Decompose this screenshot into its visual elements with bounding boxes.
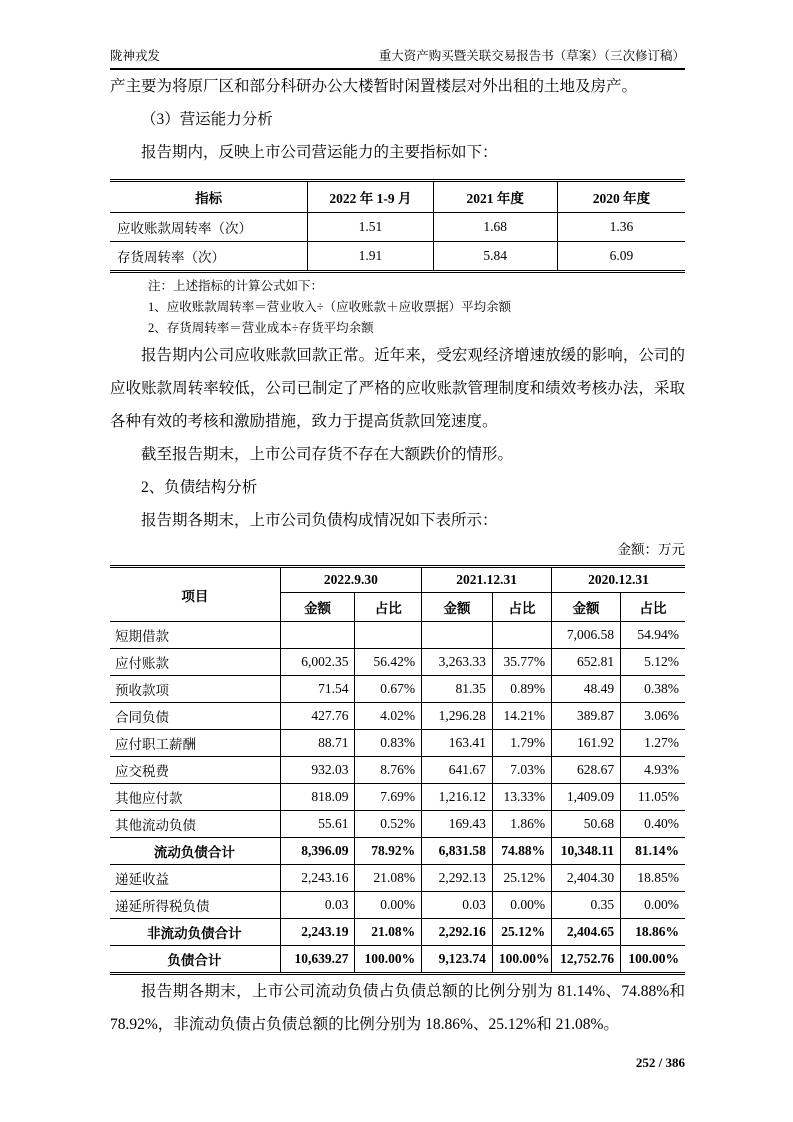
- operating-indicators-table: [110, 179, 685, 273]
- liability-value-cell: 163.41: [422, 730, 493, 757]
- liability-item-cell: 合同负债: [110, 703, 280, 730]
- liability-item-cell: 预收款项: [110, 676, 280, 703]
- liability-value-cell: 2,243.16: [280, 865, 355, 892]
- liability-row: [110, 865, 685, 892]
- liability-row: [110, 784, 685, 811]
- liability-row: [110, 649, 685, 676]
- indicator-value-cell: 1.91: [308, 242, 433, 272]
- liability-row: [110, 730, 685, 757]
- liability-value-cell: 0.03: [422, 892, 493, 919]
- liability-value-cell: 7.03%: [492, 757, 551, 784]
- liability-total-row: [110, 919, 685, 946]
- liability-value-cell: 641.67: [422, 757, 493, 784]
- liability-value-cell: 1,409.09: [552, 784, 621, 811]
- liability-value-cell: 10,348.11: [552, 838, 621, 865]
- liability-row: [110, 703, 685, 730]
- liability-value-cell: 169.43: [422, 811, 493, 838]
- paragraph-indicators-intro: 报告期内，反映上市公司营运能力的主要指标如下：: [141, 144, 498, 161]
- liability-value-cell: 8.76%: [355, 757, 422, 784]
- liability-row: [110, 811, 685, 838]
- liability-item-cell: 流动负债合计: [110, 838, 280, 865]
- col-header-item: 项目: [110, 567, 280, 622]
- liability-row: [110, 676, 685, 703]
- liability-value-cell: 7,006.58: [552, 622, 621, 649]
- liability-value-cell: 389.87: [552, 703, 621, 730]
- liability-value-cell: 2,292.13: [422, 865, 493, 892]
- liability-value-cell: 818.09: [280, 784, 355, 811]
- indicator-row: [110, 213, 685, 242]
- liability-value-cell: 652.81: [552, 649, 621, 676]
- liability-value-cell: [492, 622, 551, 649]
- liability-value-cell: 81.35: [422, 676, 493, 703]
- liability-item-cell: 应付职工薪酬: [110, 730, 280, 757]
- liability-value-cell: 6,002.35: [280, 649, 355, 676]
- liability-value-cell: 0.00%: [621, 892, 685, 919]
- liability-value-cell: 5.12%: [621, 649, 685, 676]
- indicator-value-cell: 1.68: [433, 213, 557, 242]
- liability-value-cell: 4.02%: [355, 703, 422, 730]
- header-document-title: 重大资产购买暨关联交易报告书（草案）（三次修订稿）: [378, 49, 685, 63]
- liability-item-cell: 其他流动负债: [110, 811, 280, 838]
- liability-value-cell: 0.00%: [492, 892, 551, 919]
- liability-item-cell: 递延收益: [110, 865, 280, 892]
- liability-value-cell: 35.77%: [492, 649, 551, 676]
- liability-value-cell: 54.94%: [621, 622, 685, 649]
- liability-value-cell: 78.92%: [355, 838, 422, 865]
- col-header-ratio: 占比: [621, 593, 685, 622]
- liability-value-cell: 0.03: [280, 892, 355, 919]
- note-line: 注：上述指标的计算公式如下：: [148, 279, 324, 293]
- paragraph-closing-ratios: 报告期各期末，上市公司流动负债占负债总额的比例分别为 81.14%、74.88%和 78.92%，非流动负债占负债总额的比例分别为 18.86%、25.12%和 21.08%。: [110, 983, 685, 1033]
- liability-value-cell: 50.68: [552, 811, 621, 838]
- liability-value-cell: 81.14%: [621, 838, 685, 865]
- page-header: [110, 46, 685, 70]
- liability-value-cell: 1.86%: [492, 811, 551, 838]
- liability-item-cell: 短期借款: [110, 622, 280, 649]
- liability-value-cell: 9,123.74: [422, 946, 493, 974]
- liability-item-cell: 应交税费: [110, 757, 280, 784]
- liability-value-cell: 10,639.27: [280, 946, 355, 974]
- liability-value-cell: 13.33%: [492, 784, 551, 811]
- liability-value-cell: 100.00%: [492, 946, 551, 974]
- liability-value-cell: 1,296.28: [422, 703, 493, 730]
- col-header-amount: 金额: [422, 593, 493, 622]
- liability-value-cell: 48.49: [552, 676, 621, 703]
- paragraph-continuation: 产主要为将原厂区和部分科研办公大楼暂时闲置楼层对外出租的土地及房产。: [110, 78, 638, 95]
- liability-composition-table: [110, 565, 685, 975]
- liability-value-cell: 7.69%: [355, 784, 422, 811]
- indicator-value-cell: 1.36: [557, 213, 685, 242]
- indicator-name-cell: 应收账款周转率（次）: [110, 213, 308, 242]
- liability-value-cell: 628.67: [552, 757, 621, 784]
- liability-value-cell: 3.06%: [621, 703, 685, 730]
- liability-value-cell: 427.76: [280, 703, 355, 730]
- liability-row: [110, 622, 685, 649]
- liability-value-cell: 2,243.19: [280, 919, 355, 946]
- liability-row: [110, 892, 685, 919]
- liability-value-cell: 74.88%: [492, 838, 551, 865]
- liability-value-cell: 14.21%: [492, 703, 551, 730]
- liability-value-cell: 100.00%: [621, 946, 685, 974]
- liability-value-cell: 0.89%: [492, 676, 551, 703]
- liability-value-cell: 0.00%: [355, 892, 422, 919]
- col-header-period-date: 2021.12.31: [422, 567, 552, 593]
- indicator-name-cell: 存货周转率（次）: [110, 242, 308, 272]
- col-header-indicator: 指标: [110, 181, 308, 213]
- table-unit-label: 金额：万元: [617, 542, 685, 557]
- col-header-amount: 金额: [280, 593, 355, 622]
- liability-value-cell: 6,831.58: [422, 838, 493, 865]
- liability-value-cell: 0.35: [552, 892, 621, 919]
- col-header-period: 2020 年度: [557, 181, 685, 213]
- heading-operating-capacity-analysis: （3）营运能力分析: [141, 111, 273, 128]
- liability-value-cell: 161.92: [552, 730, 621, 757]
- liability-value-cell: 12,752.76: [552, 946, 621, 974]
- col-header-amount: 金额: [552, 593, 621, 622]
- liability-value-cell: 88.71: [280, 730, 355, 757]
- liability-value-cell: 3,263.33: [422, 649, 493, 676]
- indicator-value-cell: 1.51: [308, 213, 433, 242]
- liability-value-cell: 55.61: [280, 811, 355, 838]
- note-line: 2、存货周转率＝营业成本÷存货平均余额: [148, 321, 374, 335]
- paragraph-inventory-statement: 截至报告期末，上市公司存货不存在大额跌价的情形。: [141, 446, 514, 463]
- col-header-period: 2021 年度: [433, 181, 557, 213]
- col-header-ratio: 占比: [355, 593, 422, 622]
- liability-value-cell: 71.54: [280, 676, 355, 703]
- indicator-value-cell: 5.84: [433, 242, 557, 272]
- liability-item-cell: 递延所得税负债: [110, 892, 280, 919]
- col-header-period: 2022 年 1-9 月: [308, 181, 433, 213]
- liability-value-cell: 2,404.30: [552, 865, 621, 892]
- liability-value-cell: [422, 622, 493, 649]
- liability-value-cell: 21.08%: [355, 919, 422, 946]
- liability-value-cell: 0.52%: [355, 811, 422, 838]
- col-header-period-date: 2020.12.31: [552, 567, 685, 593]
- indicator-row: [110, 242, 685, 272]
- indicator-table-notes: [148, 276, 685, 339]
- indicator-value-cell: 6.09: [557, 242, 685, 272]
- liability-value-cell: 2,404.65: [552, 919, 621, 946]
- liability-value-cell: 25.12%: [492, 919, 551, 946]
- liability-value-cell: 1.79%: [492, 730, 551, 757]
- liability-item-cell: 其他应付款: [110, 784, 280, 811]
- liability-value-cell: 2,292.16: [422, 919, 493, 946]
- liability-item-cell: 非流动负债合计: [110, 919, 280, 946]
- liability-value-cell: 25.12%: [492, 865, 551, 892]
- liability-value-cell: 18.86%: [621, 919, 685, 946]
- liability-value-cell: 56.42%: [355, 649, 422, 676]
- liability-value-cell: 18.85%: [621, 865, 685, 892]
- paragraph-receivables-analysis: 报告期内公司应收账款回款正常。近年来，受宏观经济增速放缓的影响，公司的应收账款周转率较低，公司已制定了严格的应收账款管理制度和绩效考核办法，采取各种有效的考核和激励措施，致力于提高货款回笼速度。: [110, 347, 685, 430]
- liability-total-row: [110, 838, 685, 865]
- liability-header-row-periods: [110, 567, 685, 593]
- paragraph-liability-intro: 报告期各期末，上市公司负债构成情况如下表所示：: [141, 512, 498, 529]
- liability-value-cell: 0.38%: [621, 676, 685, 703]
- liability-value-cell: 8,396.09: [280, 838, 355, 865]
- page-number: 252 / 386: [635, 1055, 685, 1070]
- liability-total-row: [110, 946, 685, 974]
- liability-value-cell: 932.03: [280, 757, 355, 784]
- liability-value-cell: 100.00%: [355, 946, 422, 974]
- indicator-header-row: [110, 181, 685, 213]
- heading-liability-structure-analysis: 2、负债结构分析: [141, 479, 258, 496]
- liability-item-cell: 负债合计: [110, 946, 280, 974]
- header-company-name: 陇神戎发: [110, 49, 161, 63]
- liability-value-cell: 11.05%: [621, 784, 685, 811]
- liability-value-cell: 4.93%: [621, 757, 685, 784]
- col-header-ratio: 占比: [492, 593, 551, 622]
- liability-value-cell: 0.40%: [621, 811, 685, 838]
- liability-value-cell: 0.67%: [355, 676, 422, 703]
- liability-row: [110, 757, 685, 784]
- liability-value-cell: 1.27%: [621, 730, 685, 757]
- liability-item-cell: 应付账款: [110, 649, 280, 676]
- liability-value-cell: 21.08%: [355, 865, 422, 892]
- liability-value-cell: 1,216.12: [422, 784, 493, 811]
- col-header-period-date: 2022.9.30: [280, 567, 421, 593]
- liability-value-cell: [280, 622, 355, 649]
- liability-value-cell: 0.83%: [355, 730, 422, 757]
- liability-value-cell: [355, 622, 422, 649]
- note-line: 1、应收账款周转率＝营业收入÷（应收账款＋应收票据）平均余额: [148, 300, 512, 314]
